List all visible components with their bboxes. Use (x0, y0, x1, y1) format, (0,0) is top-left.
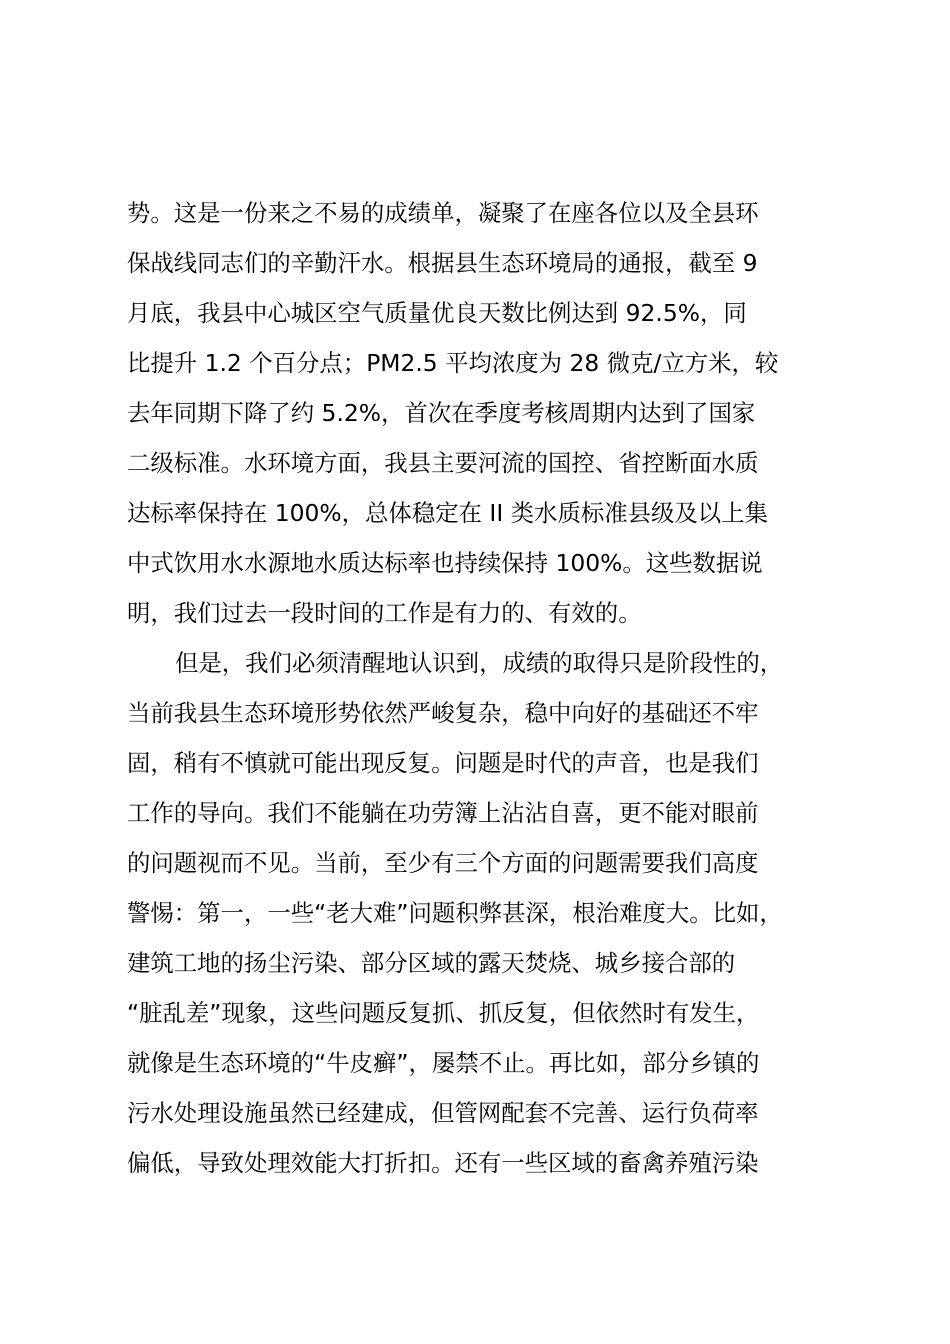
text-line: 去年同期下降了约 5.2%，首次在季度考核周期内达到了国家 (127, 399, 756, 427)
text-line: 偏低，导致处理效能大打折扣。还有一些区域的畜禽养殖污染 (127, 1149, 759, 1177)
text-line: 当前我县生态环境形势依然严峻复杂，稳中向好的基础还不牢 (127, 699, 759, 727)
text-line: 达标率保持在 100%，总体稳定在 II 类水质标准县级及以上集 (127, 499, 768, 527)
text-line: 工作的导向。我们不能躺在功劳簿上沾沾自喜，更不能对眼前 (127, 799, 759, 827)
text-line: 的问题视而不见。当前，至少有三个方面的问题需要我们高度 (127, 849, 759, 877)
text-line: 比提升 1.2 个百分点；PM2.5 平均浓度为 28 微克/立方米，较 (127, 349, 779, 377)
text-line: 二级标准。水环境方面，我县主要河流的国控、省控断面水质 (127, 449, 759, 477)
text-line: 月底，我县中心城区空气质量优良天数比例达到 92.5%，同 (127, 299, 747, 327)
text-line: 明，我们过去一段时间的工作是有力的、有效的。 (127, 599, 642, 627)
text-line: 污水处理设施虽然已经建成，但管网配套不完善、运行负荷率 (127, 1099, 759, 1127)
text-line: 保战线同志们的辛勤汗水。根据县生态环境局的通报，截至 9 (127, 249, 758, 277)
text-line: 警惕：第一，一些“老大难”问题积弊甚深，根治难度大。比如， (127, 899, 783, 927)
text-line: 中式饮用水水源地水质达标率也持续保持 100%。这些数据说 (127, 549, 763, 577)
text-line: 但是，我们必须清醒地认识到，成绩的取得只是阶段性的， (175, 649, 784, 677)
text-line: 就像是生态环境的“牛皮癣”，屡禁不止。再比如，部分乡镇的 (127, 1049, 760, 1077)
text-line: 固，稍有不慎就可能出现反复。问题是时代的声音，也是我们 (127, 749, 759, 777)
text-line: 势。这是一份来之不易的成绩单，凝聚了在座各位以及全县环 (127, 199, 759, 227)
text-line: “脏乱差”现象，这些问题反复抓、抓反复，但依然时有发生， (127, 999, 760, 1027)
text-line: 建筑工地的扬尘污染、部分区域的露天焚烧、城乡接合部的 (127, 949, 736, 977)
